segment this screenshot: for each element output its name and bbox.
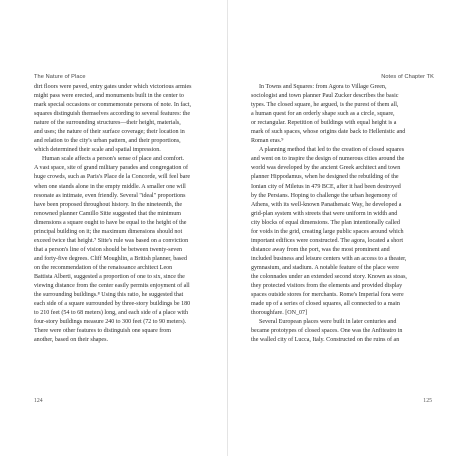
text-line: a human quest for an orderly shape such as a circle, square,	[251, 111, 395, 118]
running-head-left: The Nature of Place	[34, 74, 86, 80]
text-line: mark of such spaces, whose origins date back to Hellenistic and	[251, 129, 406, 136]
text-line: might pass were erected, and monuments built in the center to	[34, 93, 184, 100]
text-line: Athens, with its well-known Panathenaic Way, he developed a	[251, 201, 402, 208]
text-line: planner Hippodamus, when he designed the rebuilding of the	[251, 174, 399, 181]
text-line: on the recommendation of the renaissance architect Leon	[34, 264, 173, 271]
right-text-block	[251, 83, 441, 345]
text-line: the surrounding buildings.⁸ Using this ratio, he suggested that	[34, 292, 184, 299]
text-line: squares distinguish themselves according to several features: the	[34, 111, 190, 118]
text-line: another, based on their shapes.	[34, 337, 108, 344]
text-line: the colonnades under an extended second story. Known as stoas,	[251, 273, 407, 280]
text-line: to 210 feet (54 to 68 meters) long, and each side of a place with	[34, 310, 188, 317]
text-line: There were other features to distinguish one square from	[34, 328, 172, 335]
text-line: A planning method that led to the creation of closed squares	[259, 147, 405, 154]
running-head-right: Notes of Chapter TK	[381, 74, 434, 80]
text-line: the walled city of Lucca, Italy. Constructed on the ruins of an	[251, 337, 400, 344]
text-line: city blocks of equal dimensions. The plan intentionally called	[251, 219, 400, 226]
text-line: Ionian city of Miletus in 479 BCE, after it had been destroyed	[251, 183, 401, 190]
text-line: became prototypes of closed spaces. One was the Anfiteatro in	[251, 328, 403, 335]
text-line: and went on to inspire the design of numerous cities around the	[251, 156, 405, 163]
text-line: In Towns and Squares: from Agora to Village Green,	[259, 84, 387, 90]
text-line: Several European places were built in later centuries and	[259, 319, 397, 326]
text-line: for voids in the grid, creating large public spaces around which	[251, 228, 404, 235]
text-line: and relation to the city's urban pattern, and their proportions,	[34, 138, 181, 145]
text-line: which determined their scale and spatial impression.	[34, 147, 161, 154]
text-line: four-story buildings measure 240 to 300 feet (72 to 90 meters).	[34, 319, 187, 326]
text-line: each side of a square surrounded by three-story buildings be 180	[34, 301, 191, 308]
text-line: mark special occasions or commemorate persons of note. In fact,	[34, 102, 191, 109]
text-line: thoroughfare. [ON_07]	[251, 310, 308, 317]
text-line: when one stands alone in the empty middle. A smaller one will	[34, 183, 186, 190]
text-line: huge crowds, such as Paris's Place de la Concorde, will feel bare	[34, 174, 191, 181]
text-line: sociologist and town planner Paul Zucker describes the basic	[251, 93, 399, 100]
text-line: viewing distance from the center easily permits enjoyment of all	[34, 283, 190, 290]
text-line: dirt floors were paved, entry gates under which victorious armies	[34, 84, 192, 90]
text-line: important edifices were constructed. The agora, located a short	[251, 237, 404, 244]
right-page	[228, 0, 456, 456]
text-line: world was developed by the ancient Greek architect and town	[251, 165, 401, 172]
text-line: A vast space, site of grand military parades and congregation of	[34, 165, 188, 172]
text-line: or rectangular. Repetition of buildings with equal height is a	[251, 120, 397, 127]
text-line: nature of the surrounding structures—their height, materials,	[34, 120, 181, 127]
left-text-block	[34, 83, 224, 345]
text-line: spaces outside stores for merchants. Rome's Imperial fora were	[251, 292, 404, 299]
text-line: grid-plan system with streets that were uniform in width and	[251, 210, 398, 217]
text-line: exceed twice that height.⁷ Sitte's rule was based on a conviction	[34, 237, 189, 244]
text-line: they protected visitors from the elements and provided display	[251, 283, 403, 290]
text-line: dimensions a square ought to have be equal to the height of the	[34, 219, 187, 226]
text-line: by the Persians. Hoping to challenge the urban hegemony of	[251, 192, 398, 199]
text-line: made up of a series of closed squares, all connected to a main	[251, 301, 400, 308]
text-line: gymnasium, and stadium. A notable feature of the place were	[251, 264, 399, 271]
text-line: distance away from the port, was the most prominent and	[251, 246, 390, 253]
text-line: types. The closed square, he argued, is the purest of them all,	[251, 102, 399, 109]
text-line: have been proposed throughout history. In the nineteenth, the	[34, 201, 183, 208]
text-line: and uses; the nature of their surface coverage; their location in	[34, 129, 185, 136]
text-line: principal building on it; the maximum dimensions should not	[34, 228, 183, 235]
text-line: and forty-five degrees. Cliff Moughlin, a British planner, based	[34, 255, 187, 262]
text-line: renowned planner Camillo Sitte suggested that the minimum	[34, 210, 181, 217]
text-line: Roman eras.⁹	[251, 138, 284, 145]
text-line: that a person's line of vision should be between twenty-seven	[34, 246, 183, 253]
text-line: resonate as intimate, even friendly. Several "ideal" proportions	[34, 192, 186, 199]
page-number-left: 124	[34, 398, 43, 404]
text-line: Battista Alberti, suggested a proportion of one to six, since the	[34, 273, 185, 280]
text-line: Human scale affects a person's sense of place and comfort.	[42, 156, 185, 163]
page-number-right: 125	[423, 398, 432, 404]
text-line: included business and leisure centers with an access to a theater,	[251, 255, 407, 262]
